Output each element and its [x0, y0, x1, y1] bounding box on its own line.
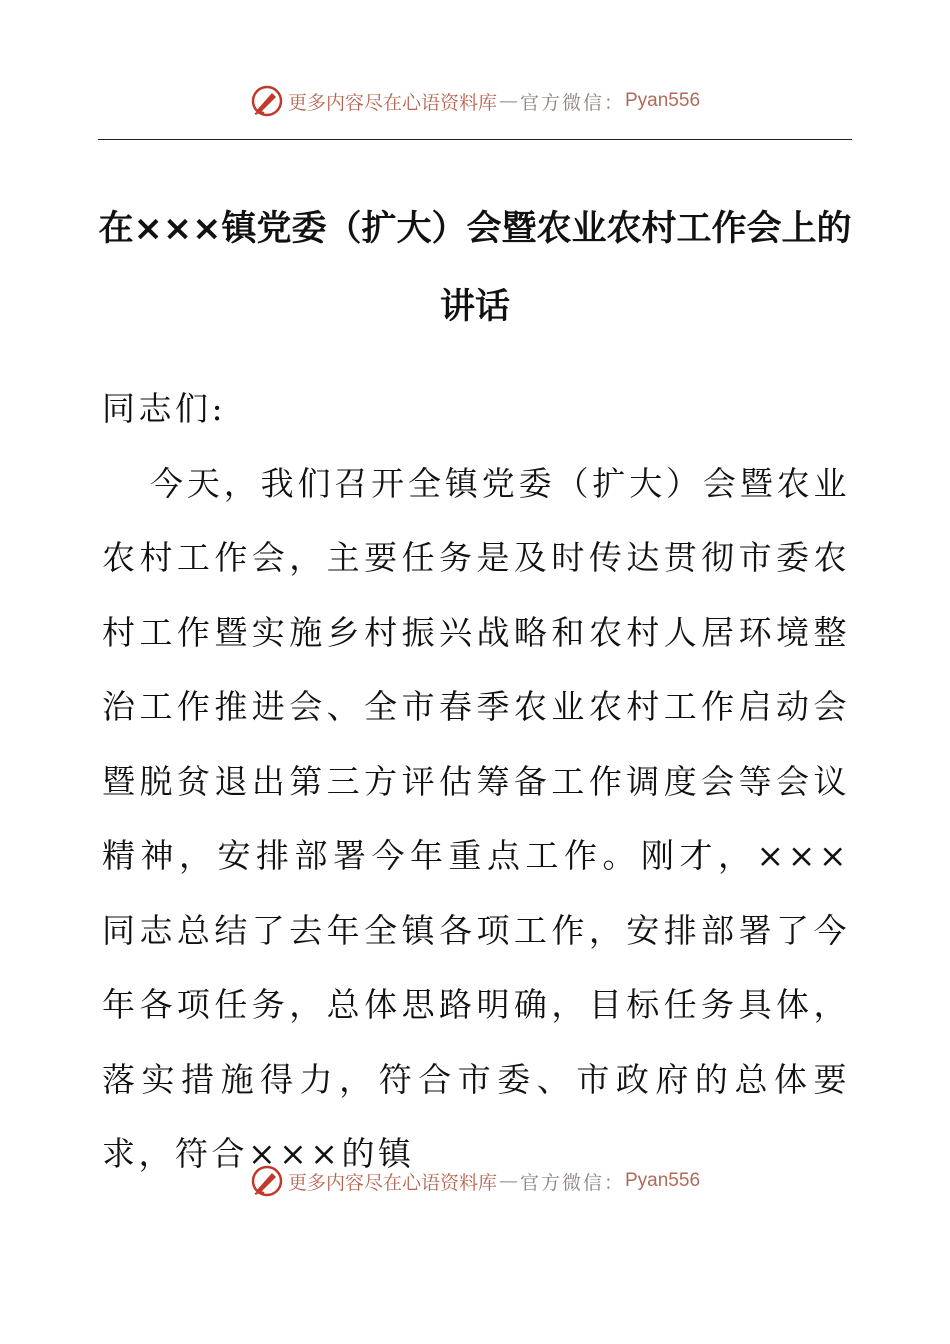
header-brand: 更多内容尽在心语资料库 — [287, 91, 497, 114]
salutation: 同志们: — [102, 389, 227, 428]
header-wechat-id: Pyan556 — [625, 90, 701, 111]
footer-wechat-id: Pyan556 — [625, 1170, 701, 1191]
header-wechat-label: 官方微信： — [519, 91, 625, 114]
page-header — [0, 84, 950, 118]
page-footer — [0, 1164, 950, 1198]
footer-brand: 更多内容尽在心语资料库 — [287, 1171, 497, 1194]
header-separator: — — [498, 90, 518, 112]
pen-logo-icon — [250, 1164, 284, 1198]
footer-separator: — — [498, 1170, 518, 1192]
document-body — [102, 372, 850, 1192]
document-title: 在×××镇党委（扩大）会暨农业农村工作会上的讲话 — [98, 209, 852, 327]
footer-wechat-label: 官方微信： — [519, 1171, 625, 1194]
pen-logo-icon — [250, 84, 284, 118]
body-paragraph: 今天，我们召开全镇党委（扩大）会暨农业农村工作会，主要任务是及时传达贯彻市委农村工作暨实施乡村振兴战略和农村人居环境整治工作推进会、全市春季农业农村工作启动会暨脱贫退出第三方评估筹备工作调度会等会议精神，安排部署今年重点工作。刚才，×××同志总结了去年全镇各项工作，安排部署了今年各项任务，总体思路明确，目标任务具体，落实措施得力，符合市委、市政府的总体要求，符合×××的镇 — [102, 463, 850, 1173]
header-divider — [98, 139, 852, 140]
